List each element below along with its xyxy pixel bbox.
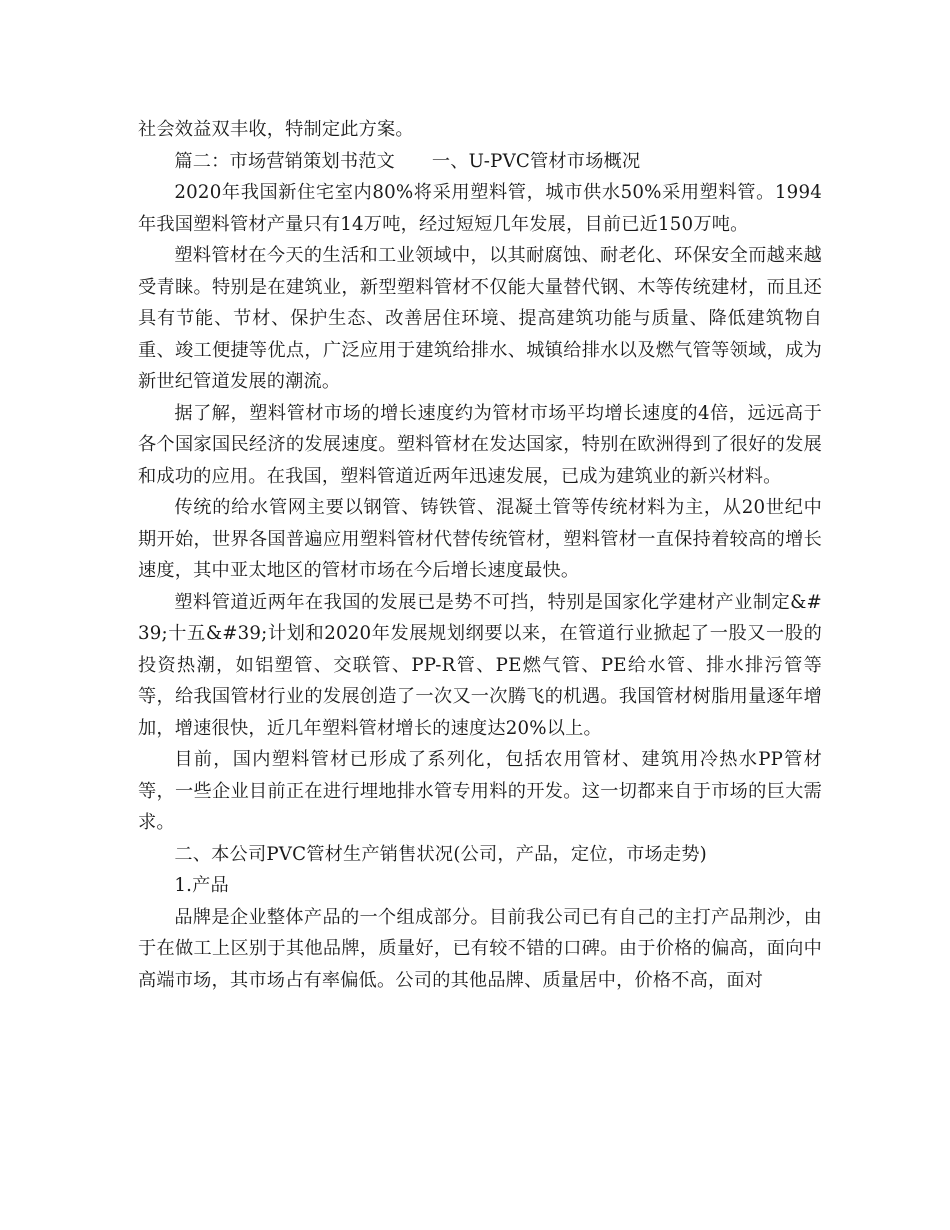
paragraph: 传统的给水管网主要以钢管、铸铁管、混凝土管等传统材料为主，从20世纪中期开始，世界各国普遍应用塑料管材代替传统管材，塑料管材一直保持着较高的增长速度，其中亚太地区的管材市场在今后增长速度最快。 bbox=[138, 497, 822, 581]
paragraph: 品牌是企业整体产品的一个组成部分。目前我公司已有自己的主打产品荆沙，由于在做工上区别于其他品牌，质量好，已有较不错的口碑。由于价格的偏高，面向中高端市场，其市场占有率偏低。公司的其他品牌、质量居中，价格不高，面对 bbox=[138, 906, 822, 991]
paragraph: 塑料管材在今天的生活和工业领域中，以其耐腐蚀、耐老化、环保安全而越来越受青睐。特别是在建筑业，新型塑料管材不仅能大量替代钢、木等传统建材，而且还具有节能、节材、保护生态、改善居住环境、提高建筑功能与质量、降低建筑物自重、竣工便捷等优点，广泛应用于建筑给排水、城镇给排水以及燃气管等领域，成为新世纪管道发展的潮流。 bbox=[138, 245, 822, 392]
subsection-heading: 1.产品 bbox=[174, 875, 229, 896]
paragraph: 据了解，塑料管材市场的增长速度约为管材市场平均增长速度的4倍，远远高于各个国家国民经济的发展速度。塑料管材在发达国家，特别在欧洲得到了很好的发展和成功的应用。在我国，塑料管道近两年迅速发展，已成为建筑业的新兴材料。 bbox=[138, 402, 822, 487]
document-body bbox=[138, 114, 822, 996]
paragraph: 社会效益双丰收，特制定此方案。 bbox=[138, 119, 414, 140]
paragraph: 2020年我国新住宅室内80%将采用塑料管，城市供水50%采用塑料管。1994年我国塑料管材产量只有14万吨，经过短短几年发展，目前已近150万吨。 bbox=[138, 182, 822, 235]
paragraph: 篇二：市场营销策划书范文 一、U-PVC管材市场概况 bbox=[174, 150, 641, 172]
section-heading: 二、本公司PVC管材生产销售状况(公司，产品，定位，市场走势) bbox=[174, 843, 707, 865]
paragraph: 目前，国内塑料管材已形成了系列化，包括农用管材、建筑用冷热水PP管材等，一些企业目前正在进行埋地排水管专用料的开发。这一切都来自于市场的巨大需求。 bbox=[138, 749, 822, 833]
paragraph: 塑料管道近两年在我国的发展已是势不可挡，特别是国家化学建材产业制定&#39;十五&#39;计划和2020年发展规划纲要以来，在管道行业掀起了一股又一股的投资热潮，如铝塑管、交联管、PP-R管、PE燃气管、PE给水管、排水排污管等等，给我国管材行业的发展创造了一次又一次腾飞的机遇。我国管材树脂用量逐年增加，增速很快，近几年塑料管材增长的速度达20%以上。 bbox=[138, 591, 822, 739]
